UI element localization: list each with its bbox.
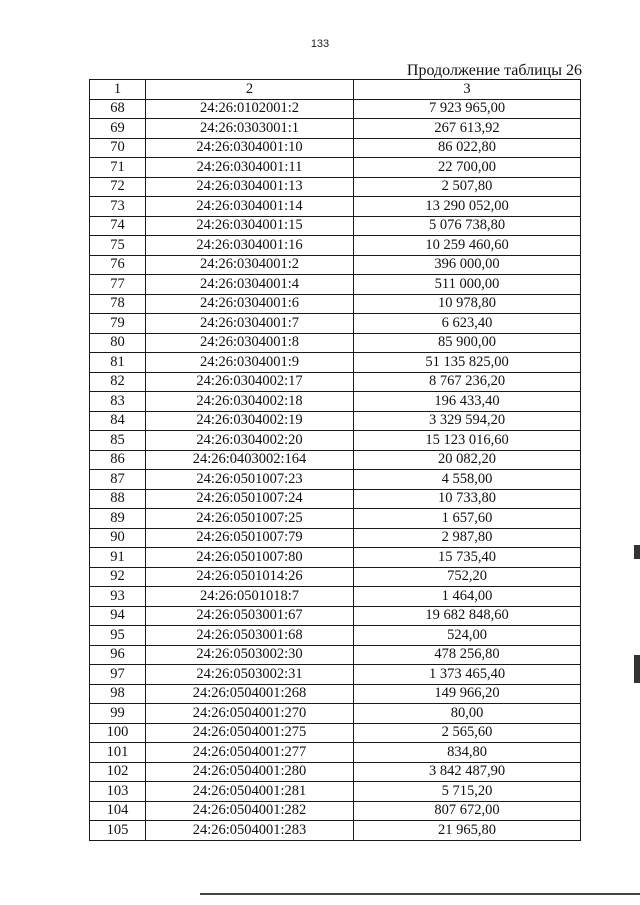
cadastral-number-cell: 24:26:0501007:79: [146, 528, 354, 548]
continuation-title: Продолжение таблицы 26: [406, 62, 582, 79]
row-number-cell: 85: [90, 431, 146, 451]
table-row: [90, 567, 581, 587]
row-number-cell: 68: [90, 99, 146, 119]
cadastral-number-cell: 24:26:0304001:7: [146, 314, 354, 334]
value-cell: 86 022,80: [354, 138, 581, 158]
value-cell: 80,00: [354, 704, 581, 724]
row-number-cell: 93: [90, 587, 146, 607]
row-number-cell: 95: [90, 626, 146, 646]
table-header-row: [90, 80, 581, 100]
cadastral-number-cell: 24:26:0501018:7: [146, 587, 354, 607]
row-number-cell: 84: [90, 411, 146, 431]
value-cell: 22 700,00: [354, 158, 581, 178]
value-cell: 15 123 016,60: [354, 431, 581, 451]
cadastral-number-cell: 24:26:0501014:26: [146, 567, 354, 587]
cadastral-number-cell: 24:26:0304001:11: [146, 158, 354, 178]
table-row: [90, 255, 581, 275]
table-row: [90, 392, 581, 412]
table-row: [90, 236, 581, 256]
value-cell: 752,20: [354, 567, 581, 587]
cadastral-number-cell: 24:26:0504001:277: [146, 743, 354, 763]
scan-border-line: [200, 893, 640, 895]
cadastral-number-cell: 24:26:0304002:19: [146, 411, 354, 431]
row-number-cell: 80: [90, 333, 146, 353]
header-cell-number: 1: [90, 80, 146, 100]
cadastral-number-cell: 24:26:0501007:23: [146, 470, 354, 490]
value-cell: 19 682 848,60: [354, 606, 581, 626]
table-row: [90, 450, 581, 470]
row-number-cell: 89: [90, 509, 146, 529]
table-row: [90, 275, 581, 295]
value-cell: 1 464,00: [354, 587, 581, 607]
table-row: [90, 782, 581, 802]
row-number-cell: 90: [90, 528, 146, 548]
cadastral-number-cell: 24:26:0304002:17: [146, 372, 354, 392]
value-cell: 10 733,80: [354, 489, 581, 509]
value-cell: 2 565,60: [354, 723, 581, 743]
cadastral-number-cell: 24:26:0304001:14: [146, 197, 354, 217]
cadastral-number-cell: 24:26:0504001:281: [146, 782, 354, 802]
cadastral-number-cell: 24:26:0501007:25: [146, 509, 354, 529]
cadastral-number-cell: 24:26:0504001:282: [146, 801, 354, 821]
table-row: [90, 431, 581, 451]
row-number-cell: 79: [90, 314, 146, 334]
cadastral-number-cell: 24:26:0304001:10: [146, 138, 354, 158]
value-cell: 524,00: [354, 626, 581, 646]
row-number-cell: 69: [90, 119, 146, 139]
row-number-cell: 77: [90, 275, 146, 295]
row-number-cell: 98: [90, 684, 146, 704]
table-row: [90, 197, 581, 217]
value-cell: 3 329 594,20: [354, 411, 581, 431]
value-cell: 4 558,00: [354, 470, 581, 490]
cadastral-number-cell: 24:26:0501007:80: [146, 548, 354, 568]
cadastral-number-cell: 24:26:0303001:1: [146, 119, 354, 139]
cadastral-number-cell: 24:26:0503001:67: [146, 606, 354, 626]
value-cell: 13 290 052,00: [354, 197, 581, 217]
cadastral-number-cell: 24:26:0304001:15: [146, 216, 354, 236]
table-row: [90, 762, 581, 782]
cadastral-number-cell: 24:26:0304001:16: [146, 236, 354, 256]
row-number-cell: 71: [90, 158, 146, 178]
value-cell: 396 000,00: [354, 255, 581, 275]
cadastral-number-cell: 24:26:0504001:268: [146, 684, 354, 704]
value-cell: 15 735,40: [354, 548, 581, 568]
table-row: [90, 548, 581, 568]
value-cell: 1 657,60: [354, 509, 581, 529]
cadastral-number-cell: 24:26:0304002:20: [146, 431, 354, 451]
value-cell: 511 000,00: [354, 275, 581, 295]
table-body: [90, 80, 581, 841]
table-row: [90, 294, 581, 314]
row-number-cell: 83: [90, 392, 146, 412]
cadastral-number-cell: 24:26:0501007:24: [146, 489, 354, 509]
row-number-cell: 96: [90, 645, 146, 665]
table-row: [90, 411, 581, 431]
cadastral-number-cell: 24:26:0503002:30: [146, 645, 354, 665]
row-number-cell: 88: [90, 489, 146, 509]
cadastral-number-cell: 24:26:0304001:9: [146, 353, 354, 373]
table-row: [90, 216, 581, 236]
cadastral-number-cell: 24:26:0504001:270: [146, 704, 354, 724]
table-row: [90, 606, 581, 626]
row-number-cell: 73: [90, 197, 146, 217]
value-cell: 10 259 460,60: [354, 236, 581, 256]
value-cell: 5 715,20: [354, 782, 581, 802]
row-number-cell: 101: [90, 743, 146, 763]
value-cell: 51 135 825,00: [354, 353, 581, 373]
value-cell: 10 978,80: [354, 294, 581, 314]
row-number-cell: 99: [90, 704, 146, 724]
cadastral-number-cell: 24:26:0503002:31: [146, 665, 354, 685]
value-cell: 196 433,40: [354, 392, 581, 412]
cadastral-number-cell: 24:26:0304001:13: [146, 177, 354, 197]
value-cell: 149 966,20: [354, 684, 581, 704]
table-row: [90, 353, 581, 373]
table-row: [90, 801, 581, 821]
value-cell: 1 373 465,40: [354, 665, 581, 685]
row-number-cell: 75: [90, 236, 146, 256]
value-cell: 7 923 965,00: [354, 99, 581, 119]
table-row: [90, 470, 581, 490]
table-row: [90, 489, 581, 509]
table-row: [90, 119, 581, 139]
table-row: [90, 587, 581, 607]
row-number-cell: 94: [90, 606, 146, 626]
cadastral-number-cell: 24:26:0304002:18: [146, 392, 354, 412]
value-cell: 267 613,92: [354, 119, 581, 139]
row-number-cell: 97: [90, 665, 146, 685]
cadastral-number-cell: 24:26:0304001:8: [146, 333, 354, 353]
row-number-cell: 105: [90, 821, 146, 841]
table-row: [90, 528, 581, 548]
row-number-cell: 92: [90, 567, 146, 587]
cadastral-number-cell: 24:26:0304001:2: [146, 255, 354, 275]
row-number-cell: 78: [90, 294, 146, 314]
cadastral-number-cell: 24:26:0304001:6: [146, 294, 354, 314]
table-row: [90, 314, 581, 334]
table-row: [90, 138, 581, 158]
table-row: [90, 626, 581, 646]
cadastral-number-cell: 24:26:0503001:68: [146, 626, 354, 646]
header-cell-value: 3: [354, 80, 581, 100]
data-table: [89, 79, 581, 841]
value-cell: 2 507,80: [354, 177, 581, 197]
table-row: [90, 177, 581, 197]
row-number-cell: 91: [90, 548, 146, 568]
row-number-cell: 87: [90, 470, 146, 490]
table-row: [90, 821, 581, 841]
header-cell-cadastral: 2: [146, 80, 354, 100]
value-cell: 8 767 236,20: [354, 372, 581, 392]
row-number-cell: 103: [90, 782, 146, 802]
table-row: [90, 333, 581, 353]
value-cell: 21 965,80: [354, 821, 581, 841]
cadastral-number-cell: 24:26:0504001:275: [146, 723, 354, 743]
cadastral-number-cell: 24:26:0102001:2: [146, 99, 354, 119]
cadastral-number-cell: 24:26:0403002:164: [146, 450, 354, 470]
table-row: [90, 684, 581, 704]
scan-edge-mark: [634, 545, 640, 559]
table-row: [90, 99, 581, 119]
table-row: [90, 372, 581, 392]
value-cell: 20 082,20: [354, 450, 581, 470]
row-number-cell: 100: [90, 723, 146, 743]
row-number-cell: 102: [90, 762, 146, 782]
table-row: [90, 509, 581, 529]
table-row: [90, 645, 581, 665]
table-row: [90, 665, 581, 685]
value-cell: 5 076 738,80: [354, 216, 581, 236]
table-row: [90, 723, 581, 743]
value-cell: 807 672,00: [354, 801, 581, 821]
row-number-cell: 82: [90, 372, 146, 392]
value-cell: 3 842 487,90: [354, 762, 581, 782]
table-row: [90, 743, 581, 763]
row-number-cell: 104: [90, 801, 146, 821]
row-number-cell: 86: [90, 450, 146, 470]
value-cell: 834,80: [354, 743, 581, 763]
row-number-cell: 74: [90, 216, 146, 236]
table-row: [90, 704, 581, 724]
table-row: [90, 158, 581, 178]
value-cell: 6 623,40: [354, 314, 581, 334]
row-number-cell: 72: [90, 177, 146, 197]
row-number-cell: 70: [90, 138, 146, 158]
scan-edge-mark: [634, 655, 640, 683]
value-cell: 478 256,80: [354, 645, 581, 665]
row-number-cell: 76: [90, 255, 146, 275]
cadastral-number-cell: 24:26:0504001:283: [146, 821, 354, 841]
cadastral-number-cell: 24:26:0304001:4: [146, 275, 354, 295]
cadastral-number-cell: 24:26:0504001:280: [146, 762, 354, 782]
value-cell: 85 900,00: [354, 333, 581, 353]
row-number-cell: 81: [90, 353, 146, 373]
page-number: 133: [310, 38, 330, 50]
value-cell: 2 987,80: [354, 528, 581, 548]
